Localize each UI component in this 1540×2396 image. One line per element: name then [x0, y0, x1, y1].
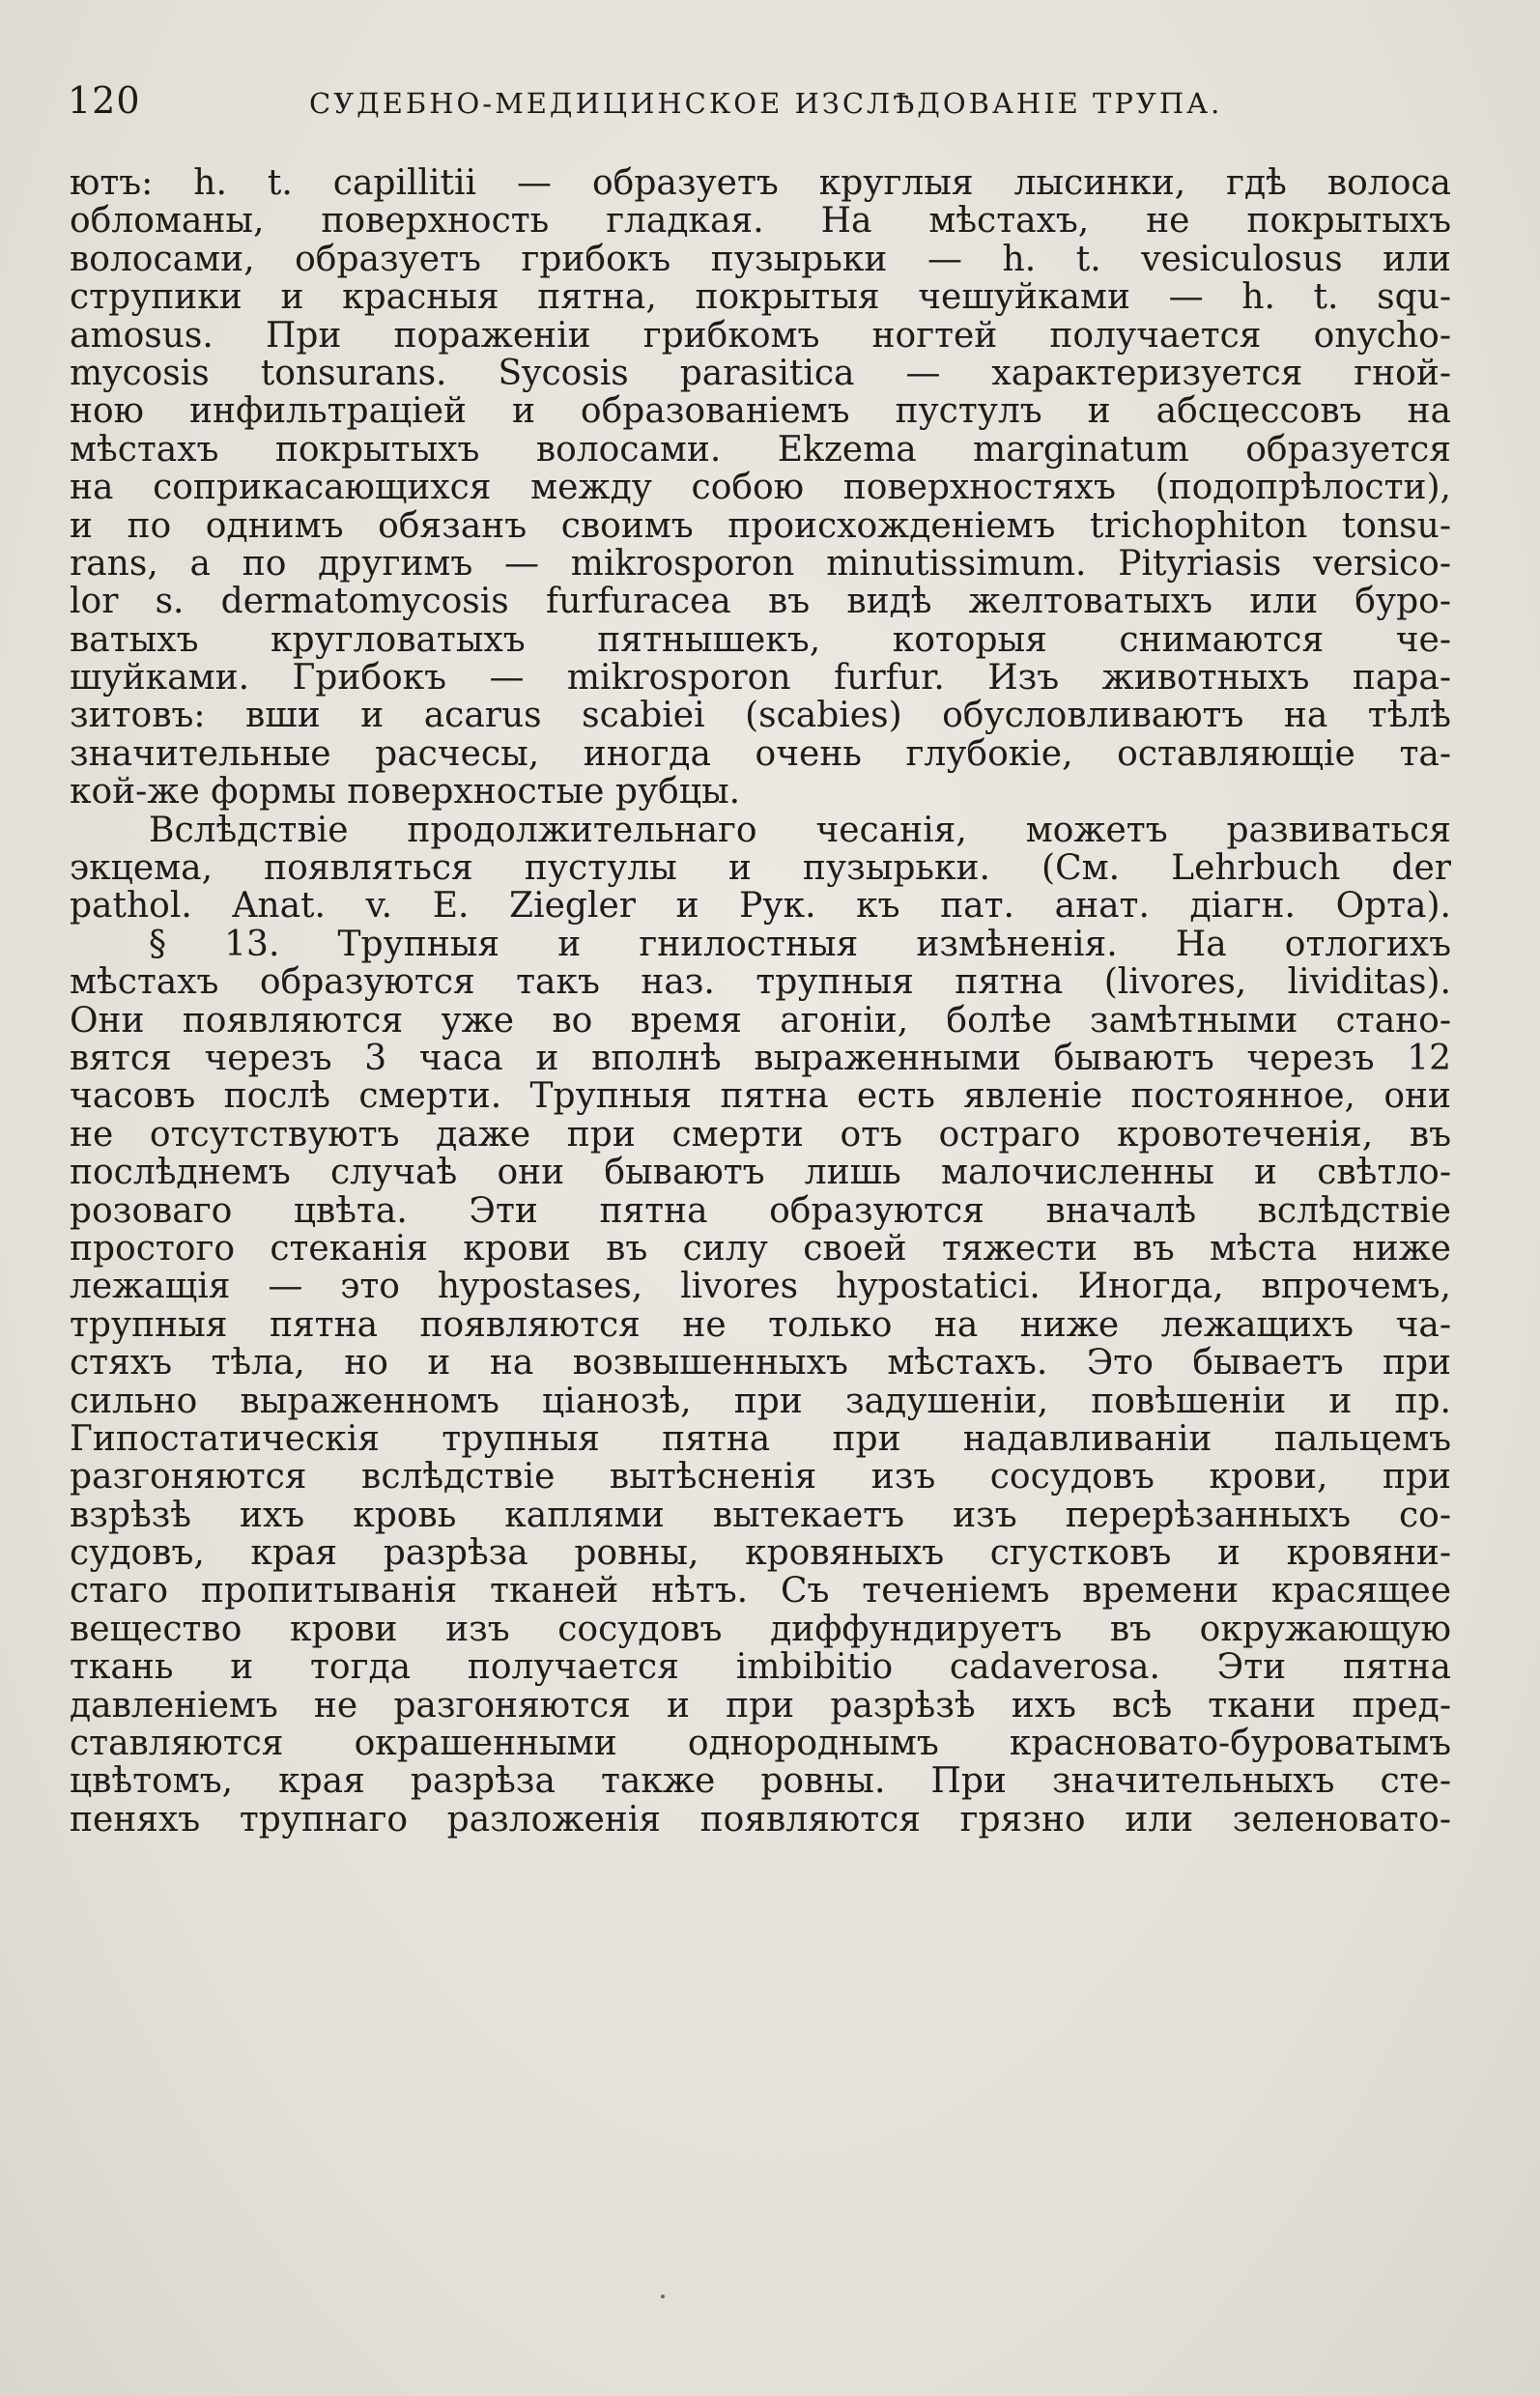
page-number: 120: [68, 79, 141, 122]
text-line: судовъ, края разрѣза ровны, кровяныхъ сгустковъ и кровяни-: [70, 1533, 1451, 1574]
text-line: трупныя пятна появляются не только на ниже лежащихъ ча-: [70, 1304, 1451, 1345]
text-line: и по однимъ обязанъ своимъ происхожденіемъ trichophiton tonsu-: [70, 505, 1451, 546]
text-line: шуйками. Грибокъ — mikrosporon furfur. Изъ животныхъ пара-: [70, 658, 1451, 699]
text-line: цвѣтомъ, края разрѣза также ровны. При значительныхъ сте-: [70, 1761, 1451, 1802]
text-line: вещество крови изъ сосудовъ диффундируетъ въ окружающую: [70, 1609, 1451, 1649]
text-line: вятся черезъ 3 часа и вполнѣ выраженными бываютъ черезъ 12: [70, 1038, 1451, 1078]
text-line: amosus. При пораженіи грибкомъ ногтей получается onycho-: [70, 315, 1451, 356]
text-line: волосами, образуетъ грибокъ пузырьки — h. t. vesiculosus или: [70, 239, 1451, 279]
text-line: мѣстахъ покрытыхъ волосами. Ekzema marginatum образуется: [70, 429, 1451, 470]
text-line: rans, а по другимъ — mikrosporon minutissimum. Pityriasis versico-: [70, 543, 1451, 584]
text-line: mycosis tonsurans. Sycosis parasitica — характеризуется гной-: [70, 353, 1451, 393]
text-line: ставляются окрашенными однороднымъ красновато-буроватымъ: [70, 1724, 1451, 1764]
text-line: сильно выраженномъ ціанозѣ, при задушеніи, повѣшеніи и пр.: [70, 1381, 1451, 1421]
text-line: стаго пропитыванія тканей нѣтъ. Съ теченіемъ времени красящее: [70, 1571, 1451, 1612]
text-line: ютъ: h. t. capillitii — образуетъ круглыя лысинки, гдѣ волоса: [70, 163, 1451, 203]
text-line: lor s. dermatomycosis furfuracea въ видѣ желтоватыхъ или буро-: [70, 582, 1451, 622]
text-line: ткань и тогда получается imbibitio cadaverosa. Эти пятна: [70, 1647, 1451, 1688]
text-line: экцема, появляться пустулы и пузырьки. (См. Lehrbuch der: [70, 848, 1451, 889]
text-line: давленіемъ не разгоняются и при разрѣзѣ ихъ всѣ ткани пред-: [70, 1685, 1451, 1726]
text-line: струпики и красныя пятна, покрытыя чешуйками — h. t. squ-: [70, 277, 1451, 318]
paragraph-end-line: кой-же формы поверхностые рубцы.: [70, 772, 741, 813]
text-line: лежащія — это hypostases, livores hypostatici. Иногда, впрочемъ,: [70, 1267, 1451, 1307]
text-line: разгоняются вслѣдствіе вытѣсненія изъ сосудовъ крови, при: [70, 1457, 1451, 1498]
text-line: пеняхъ трупнаго разложенія появляются грязно или зеленовато-: [70, 1799, 1451, 1840]
text-line: розоваго цвѣта. Эти пятна образуются вначалѣ вслѣдствіе: [70, 1190, 1451, 1231]
text-line: не отсутствуютъ даже при смерти отъ остраго кровотеченія, въ: [70, 1114, 1451, 1155]
body-text: [70, 164, 1451, 1839]
paper-speck: [661, 2295, 665, 2298]
text-line: на соприкасающихся между собою поверхностяхъ (подопрѣлости),: [70, 468, 1451, 508]
text-line: ватыхъ кругловатыхъ пятнышекъ, которыя снимаются че-: [70, 619, 1451, 660]
page-header: [68, 79, 1449, 128]
text-line: стяхъ тѣла, но и на возвышенныхъ мѣстахъ. Это бываетъ при: [70, 1343, 1451, 1383]
paragraph-end-line: pathol. Anat. v. E. Ziegler и Рук. къ пат. анат. діагн. Орта).: [70, 886, 1451, 927]
text-line: значительные расчесы, иногда очень глубокіе, оставляющіе та-: [70, 733, 1451, 774]
paragraph-start-line: Вслѣдствіе продолжительнаго чесанія, можетъ развиваться: [149, 810, 1451, 850]
text-line: мѣстахъ образуются такъ наз. трупныя пятна (livores, lividitas).: [70, 962, 1451, 1003]
text-line: послѣднемъ случаѣ они бываютъ лишь малочисленны и свѣтло-: [70, 1153, 1451, 1193]
text-line: ною инфильтрацiей и образованіемъ пустулъ и абсцессовъ на: [70, 391, 1451, 432]
text-line: взрѣзѣ ихъ кровь каплями вытекаетъ изъ перерѣзанныхъ со-: [70, 1495, 1451, 1535]
text-line: зитовъ: вши и acarus scabiei (scabies) обусловливаютъ на тѣлѣ: [70, 696, 1451, 736]
text-line: Гипостатическія трупныя пятна при надавливаніи пальцемъ: [70, 1418, 1451, 1459]
text-line: Они появляются уже во время агоніи, болѣе замѣтными стано-: [70, 1000, 1451, 1041]
text-line: обломаны, поверхность гладкая. На мѣстахъ, не покрытыхъ: [70, 201, 1451, 242]
running-title: СУДЕБНО-МЕДИЦИНСКОЕ ИЗСЛѢДОВАНІЕ ТРУПА.: [309, 87, 1223, 120]
section-heading-line: § 13. Трупныя и гнилостныя измѣненія. На отлогихъ: [149, 924, 1451, 964]
text-line: часовъ послѣ смерти. Трупныя пятна есть явленіе постоянное, они: [70, 1076, 1451, 1117]
text-line: простого стеканія крови въ силу своей тяжести въ мѣста ниже: [70, 1228, 1451, 1269]
